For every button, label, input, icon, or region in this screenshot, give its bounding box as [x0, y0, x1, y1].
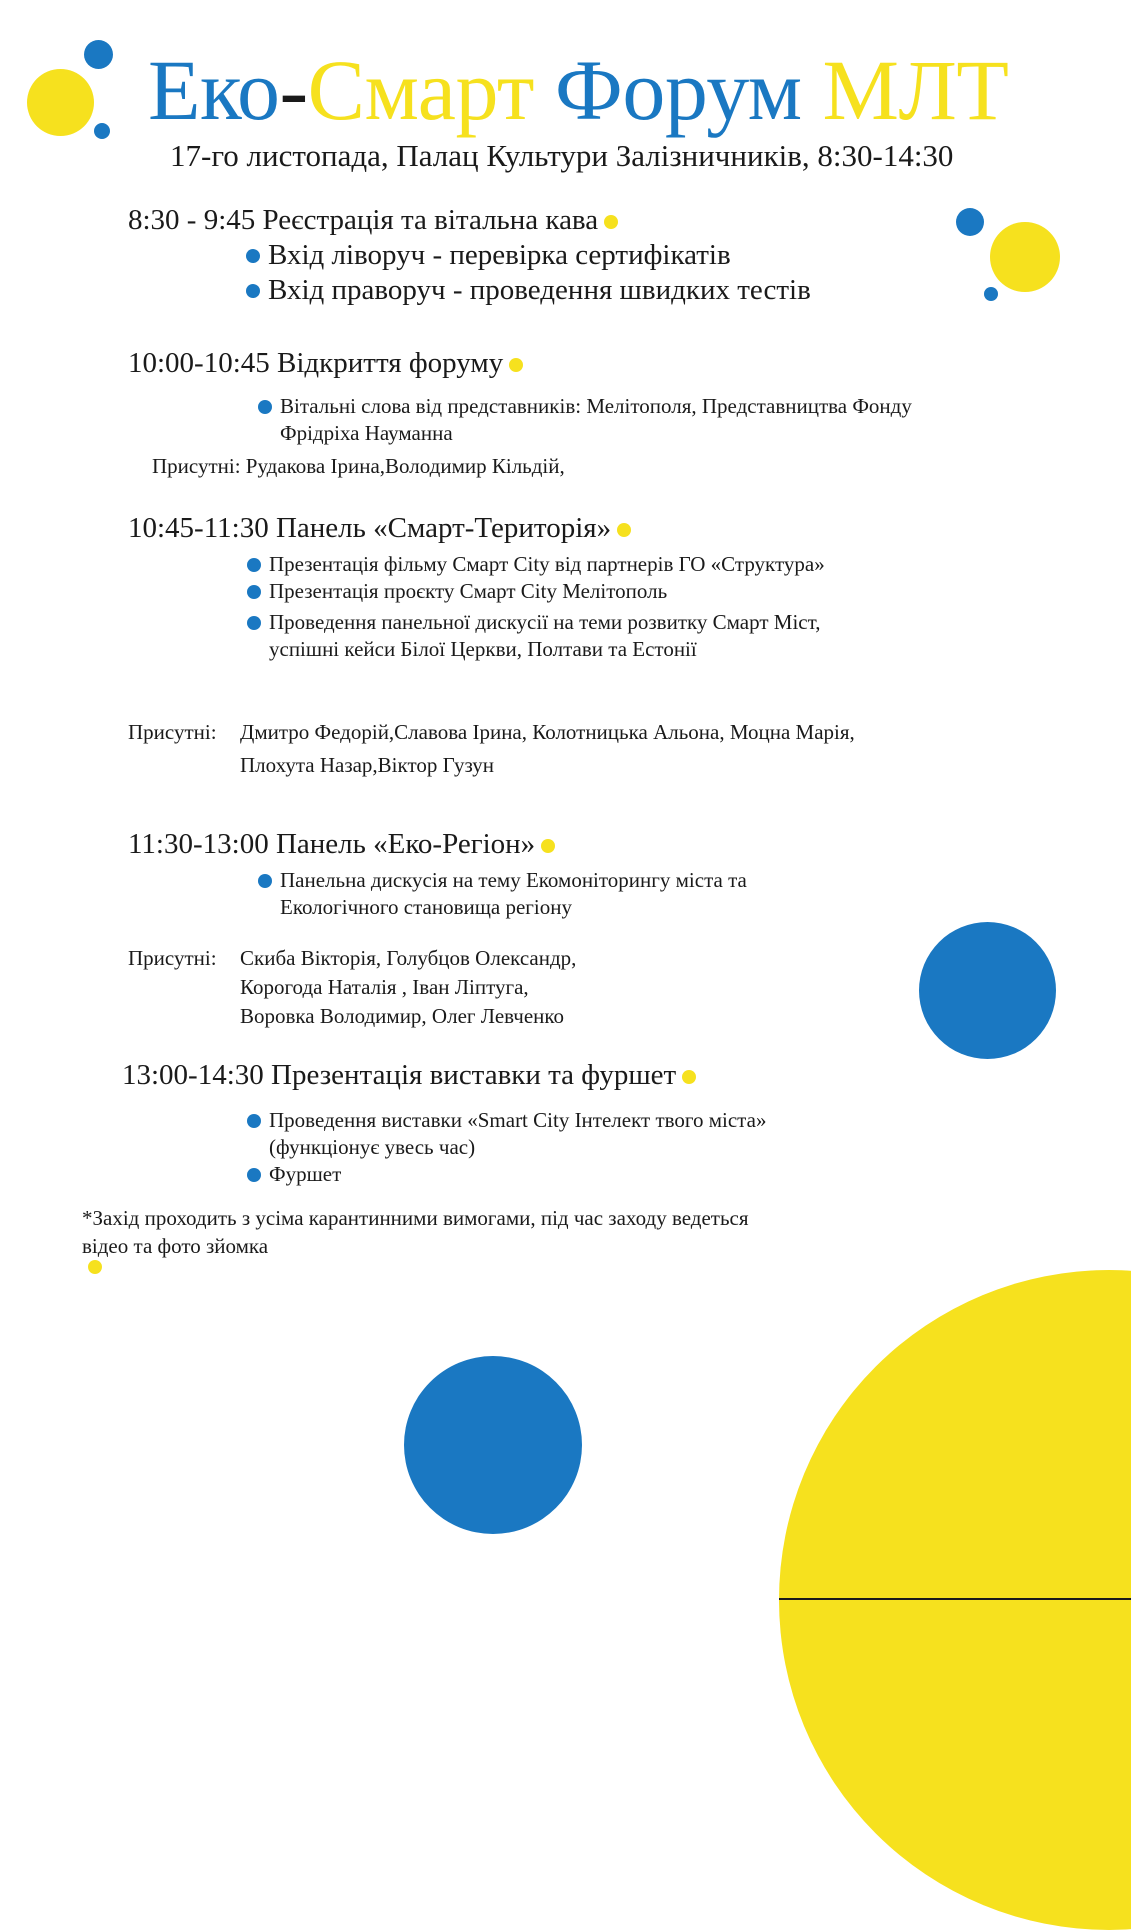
yellow-dot-icon — [682, 1070, 696, 1084]
footnote-text: відео та фото зйомка — [82, 1234, 269, 1258]
eco-region-list — [258, 867, 747, 921]
registration-list — [246, 238, 811, 308]
attendees-line: Дмитро Федорій,Славова Ірина, Колотницька Альона, Моцна Марія, — [240, 720, 855, 744]
footnote — [82, 1204, 749, 1274]
eco-region-attendees — [128, 944, 576, 1031]
list-item-continuation: Фрідріха Науманна — [280, 421, 453, 445]
section-smart-territory-heading — [128, 510, 631, 546]
yellow-dot-icon — [509, 358, 523, 372]
page-title — [148, 40, 1008, 140]
attendees-label: Присутні: — [128, 946, 217, 970]
decor-dot-yellow — [990, 222, 1060, 292]
heading-text: 10:45-11:30 Панель «Смарт-Територія» — [128, 512, 612, 544]
decor-dot-blue — [984, 287, 998, 301]
list-item: Панельна дискусія на тему Екомоніторингу міста та — [258, 867, 747, 894]
section-opening-heading — [128, 345, 523, 381]
decor-dot-yellow — [27, 69, 94, 136]
decor-dot-blue — [404, 1356, 582, 1534]
heading-text: 10:00-10:45 Відкриття форуму — [128, 347, 504, 379]
list-item: Вхід ліворуч - перевірка сертифікатів — [246, 238, 811, 273]
title-dash: - — [279, 42, 308, 138]
list-item: Презентація проєкту Смарт City Мелітополь — [247, 578, 825, 605]
yellow-dot-icon — [617, 523, 631, 537]
event-date-venue: 17-го листопада, Палац Культури Залізничників, 8:30-14:30 — [170, 138, 954, 173]
list-item-continuation: успішні кейси Білої Церкви, Полтави та Естонії — [269, 637, 697, 661]
exhibition-list — [247, 1107, 766, 1188]
attendees-names: Рудакова Ірина,Володимир Кільдій, — [245, 454, 565, 478]
section-registration-heading — [128, 202, 618, 238]
yellow-dot-icon — [541, 839, 555, 853]
footnote-line: *Захід проходить з усіма карантинними вимогами, під час заходу ведеться — [82, 1206, 749, 1230]
opening-attendees — [152, 452, 565, 481]
decor-dot-blue — [94, 123, 110, 139]
list-item: Вітальні слова від представників: Мелітополя, Представництва Фонду — [258, 393, 912, 420]
attendees-label: Присутні: — [128, 720, 217, 744]
list-item: Вхід праворуч - проведення швидких тестів — [246, 273, 811, 308]
heading-text: 13:00-14:30 Презентація виставки та фуршет — [122, 1059, 677, 1091]
heading-text: 11:30-13:00 Панель «Еко-Регіон» — [128, 828, 536, 860]
decor-quarter-circle-yellow — [779, 1270, 1131, 1930]
section-exhibition-heading — [122, 1057, 696, 1093]
smart-territory-attendees — [128, 718, 855, 780]
attendees-label: Присутні: — [152, 454, 241, 478]
list-item-continuation: (функціонує увесь час) — [269, 1135, 476, 1159]
attendees-line: Корогода Наталія , Іван Ліптуга, — [240, 975, 529, 999]
list-item: Проведення виставки «Smart City Інтелект твого міста» — [247, 1107, 766, 1134]
list-item: Проведення панельної дискусії на теми розвитку Смарт Міст, — [247, 609, 825, 636]
list-item: Фуршет — [247, 1161, 766, 1188]
smart-territory-list — [247, 551, 825, 663]
decor-dot-blue — [956, 208, 984, 236]
attendees-line: Воровка Володимир, Олег Левченко — [240, 1004, 565, 1028]
title-word-forum: Форум — [554, 42, 802, 138]
footnote-line — [82, 1232, 749, 1274]
title-word-eco: Еко — [148, 42, 280, 138]
attendees-line: Плохута Назар,Віктор Гузун — [240, 753, 495, 777]
section-eco-region-heading — [128, 826, 555, 862]
decor-dot-blue — [84, 40, 113, 69]
heading-text: 8:30 - 9:45 Реєстрація та вітальна кава — [128, 204, 599, 236]
opening-list — [258, 393, 912, 447]
attendees-line: Скиба Вікторія, Голубцов Олександр, — [240, 946, 577, 970]
decor-dot-blue — [919, 922, 1056, 1059]
list-item: Презентація фільму Смарт City від партнерів ГО «Структура» — [247, 551, 825, 578]
yellow-dot-icon — [604, 215, 618, 229]
title-word-mlt: МЛТ — [822, 42, 1009, 138]
yellow-dot-icon — [88, 1260, 102, 1274]
list-item-continuation: Екологічного становища регіону — [280, 895, 572, 919]
title-word-smart: Смарт — [307, 42, 534, 138]
